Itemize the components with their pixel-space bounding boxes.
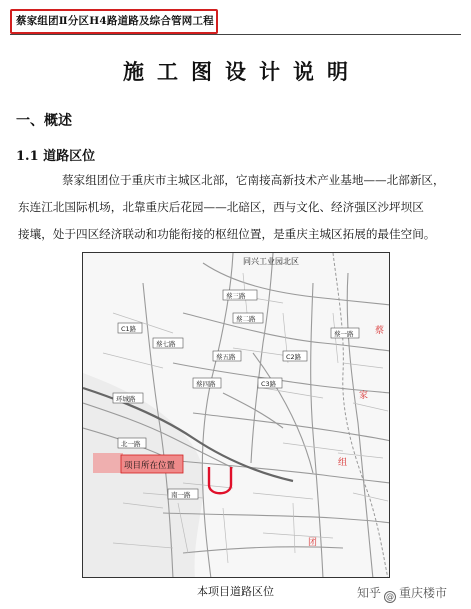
terrain-shade <box>83 373 204 578</box>
subsection-heading-road-location: 1.1 道路区位 <box>16 149 96 164</box>
map-road-label: 环城路 <box>116 395 136 403</box>
watermark <box>357 584 447 603</box>
project-route-line <box>209 467 231 493</box>
watermark-at-icon: @ <box>386 592 395 601</box>
project-location-marker <box>93 453 123 473</box>
district-label-2: 家 <box>359 391 369 401</box>
map-road-label: 蔡二路 <box>236 315 256 323</box>
watermark-platform: 知乎 <box>357 586 382 600</box>
district-label-1: 蔡 <box>375 326 385 336</box>
location-map-svg <box>83 253 390 578</box>
map-road-label: 南一路 <box>171 491 191 499</box>
watermark-account: 重庆楼市 <box>399 586 448 600</box>
location-map <box>82 252 390 578</box>
district-label-4: 团 <box>308 538 318 548</box>
project-location-label: 项目所在位置 <box>124 461 176 471</box>
document-title: 施工图设计说明 <box>123 59 361 84</box>
map-road-label: 蔡一路 <box>334 330 354 338</box>
map-road-label: 蔡四路 <box>196 380 216 388</box>
map-road-label: C2路 <box>286 353 302 361</box>
district-label-3: 组 <box>338 458 348 468</box>
map-top-label: 同兴工业园北区 <box>243 257 299 266</box>
map-road-label: C3路 <box>261 380 277 388</box>
map-caption: 本项目道路区位 <box>197 585 274 598</box>
paragraph-line-2: 东连江北国际机场，北靠重庆后花园——北碚区，西与文化、经济强区沙坪坝区 <box>18 200 424 214</box>
map-road-label: 蔡七路 <box>156 340 176 348</box>
header-rule <box>10 34 461 35</box>
map-road-label: 北一路 <box>121 440 141 448</box>
header-project-title: 蔡家组团Ⅱ分区H4路道路及综合管网工程 <box>16 15 214 27</box>
map-road-label: 蔡三路 <box>226 292 246 300</box>
paragraph-line-3: 接壤，处于四区经济联动和功能衔接的枢纽位置，是重庆主城区拓展的最佳空间。 <box>18 227 436 241</box>
map-road-label: 蔡五路 <box>216 353 236 361</box>
section-heading-overview: 一、概述 <box>16 113 72 129</box>
paragraph-line-1: 蔡家组团位于重庆市主城区北部，它南接高新技术产业基地——北部新区， <box>62 173 445 187</box>
map-road-label: C1路 <box>121 325 137 333</box>
